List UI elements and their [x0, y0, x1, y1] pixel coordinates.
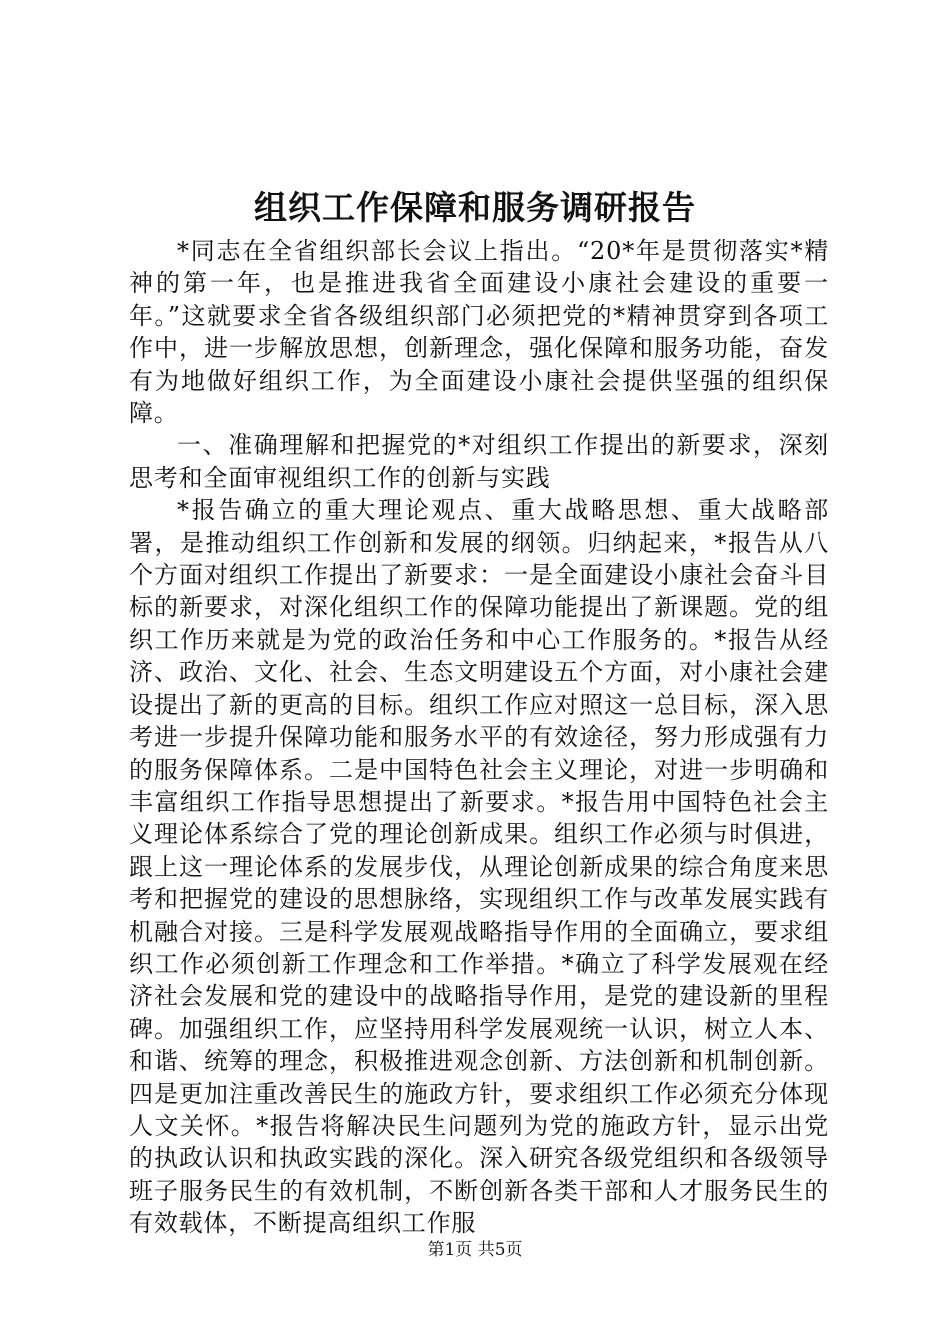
page-indicator: 第1页 共5页	[427, 1240, 523, 1260]
paragraph-section-heading: 一、准确理解和把握党的*对组织工作提出的新要求，深刻思考和全面审视组织工作的创新与实践	[129, 431, 829, 492]
document-title: 组织工作保障和服务调研报告	[254, 188, 696, 227]
paragraph-intro: *同志在全省组织部长会议上指出。“20*年是贯彻落实*精神的第一年，也是推进我省全面建设小康社会建设的重要一年。”这就要求全省各级组织部门必须把党的*精神贯穿到各项工作中，进一步解放思想，创新理念，强化保障和服务功能，奋发有为地做好组织工作，为全面建设小康社会提供坚强的组织保障。	[129, 237, 829, 428]
document-body	[129, 235, 829, 1240]
paragraph-report-requirements: *报告确立的重大理论观点、重大战略思想、重大战略部署，是推动组织工作创新和发展的纲领。归纳起来，*报告从八个方面对组织工作提出了新要求：一是全面建设小康社会奋斗目标的新要求，对深化组织工作的保障功能提出了新课题。党的组织工作历来就是为党的政治任务和中心工作服务的。*报告从经济、政治、文化、社会、生态文明建设五个方面，对小康社会建设提出了新的更高的目标。组织工作应对照这一总目标，深入思考进一步提升保障功能和服务水平的有效途径，努力形成强有力的服务保障体系。二是中国特色社会主义理论，对进一步明确和丰富组织工作指导思想提出了新要求。*报告用中国特色社会主义理论体系综合了党的理论创新成果。组织工作必须与时俱进，跟上这一理论体系的发展步伐，从理论创新成果的综合角度来思考和把握党的建设的思想脉络，实现组织工作与改革发展实践有机融合对接。三是科学发展观战略指导作用的全面确立，要求组织工作必须创新工作理念和工作举措。*确立了科学发展观在经济社会发展和党的建设中的战略指导作用，是党的建设新的里程碑。加强组织工作，应坚持用科学发展观统一认识，树立人本、和谐、统筹的理念，积极推进观念创新、方法创新和机制创新。四是更加注重改善民生的施政方针，要求组织工作必须充分体现人文关怀。*报告将解决民生问题列为党的施政方针，显示出党的执政认识和执政实践的深化。深入研究各级党组织和各级领导班子服务民生的有效机制，不断创新各类干部和人才服务民生的有效载体，不断提高组织工作服	[129, 496, 829, 1238]
